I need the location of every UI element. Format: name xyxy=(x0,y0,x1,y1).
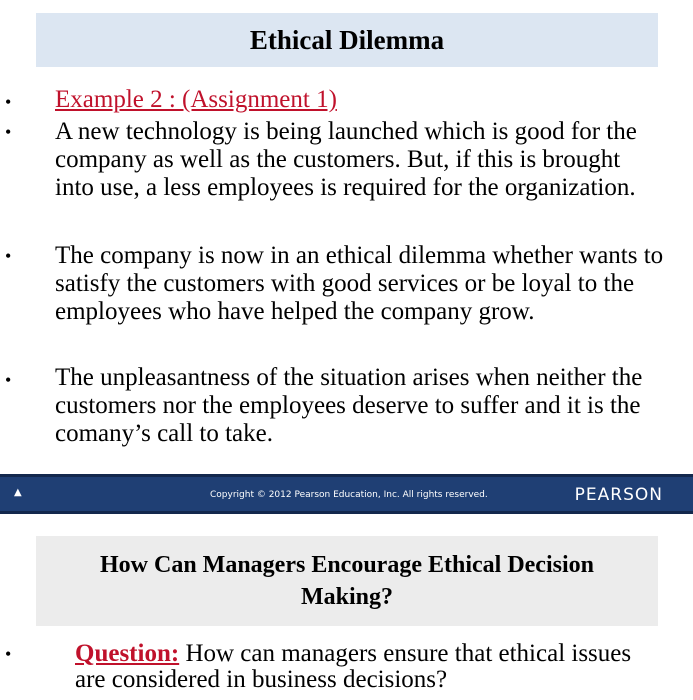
bullet-marker: • xyxy=(5,644,12,664)
slide-footer xyxy=(0,474,693,514)
question-paragraph xyxy=(75,641,635,693)
example-label xyxy=(55,86,665,114)
example-link[interactable]: Example 2 : (Assignment 1) xyxy=(55,86,337,113)
bullet-marker: • xyxy=(5,122,12,142)
question-text: How can managers ensure that ethical issues are considered in business decisions? xyxy=(75,640,632,693)
bullet-marker: • xyxy=(5,370,12,390)
pearson-logo: PEARSON xyxy=(574,485,663,505)
slide1-title-box xyxy=(36,13,658,67)
slide2-title: How Can Managers Encourage Ethical Decision Making? xyxy=(100,552,594,610)
bullet-text-2: The company is now in an ethical dilemma whether wants to satisfy the customers with good services or be loyal to the employees who have helped the company grow. xyxy=(55,242,664,325)
bullet-text-1: A new technology is being launched which is good for the company as well as the customers. But, if this is brought into use, a less employees is required for the organization. xyxy=(55,118,637,201)
slide2-title-box xyxy=(36,536,658,626)
up-arrow-icon[interactable]: ▲ xyxy=(14,487,22,498)
bullet-text-3: The unpleasantness of the situation arises when neither the customers nor the employees deserve to suffer and it is the comany’s call to take. xyxy=(55,364,643,447)
bullet-marker: • xyxy=(5,92,12,112)
slide1-title: Ethical Dilemma xyxy=(249,24,445,55)
copyright-text: Copyright © 2012 Pearson Education, Inc. All rights reserved. xyxy=(210,490,488,500)
bullet-marker: • xyxy=(5,246,12,266)
question-label: Question: xyxy=(75,640,180,667)
